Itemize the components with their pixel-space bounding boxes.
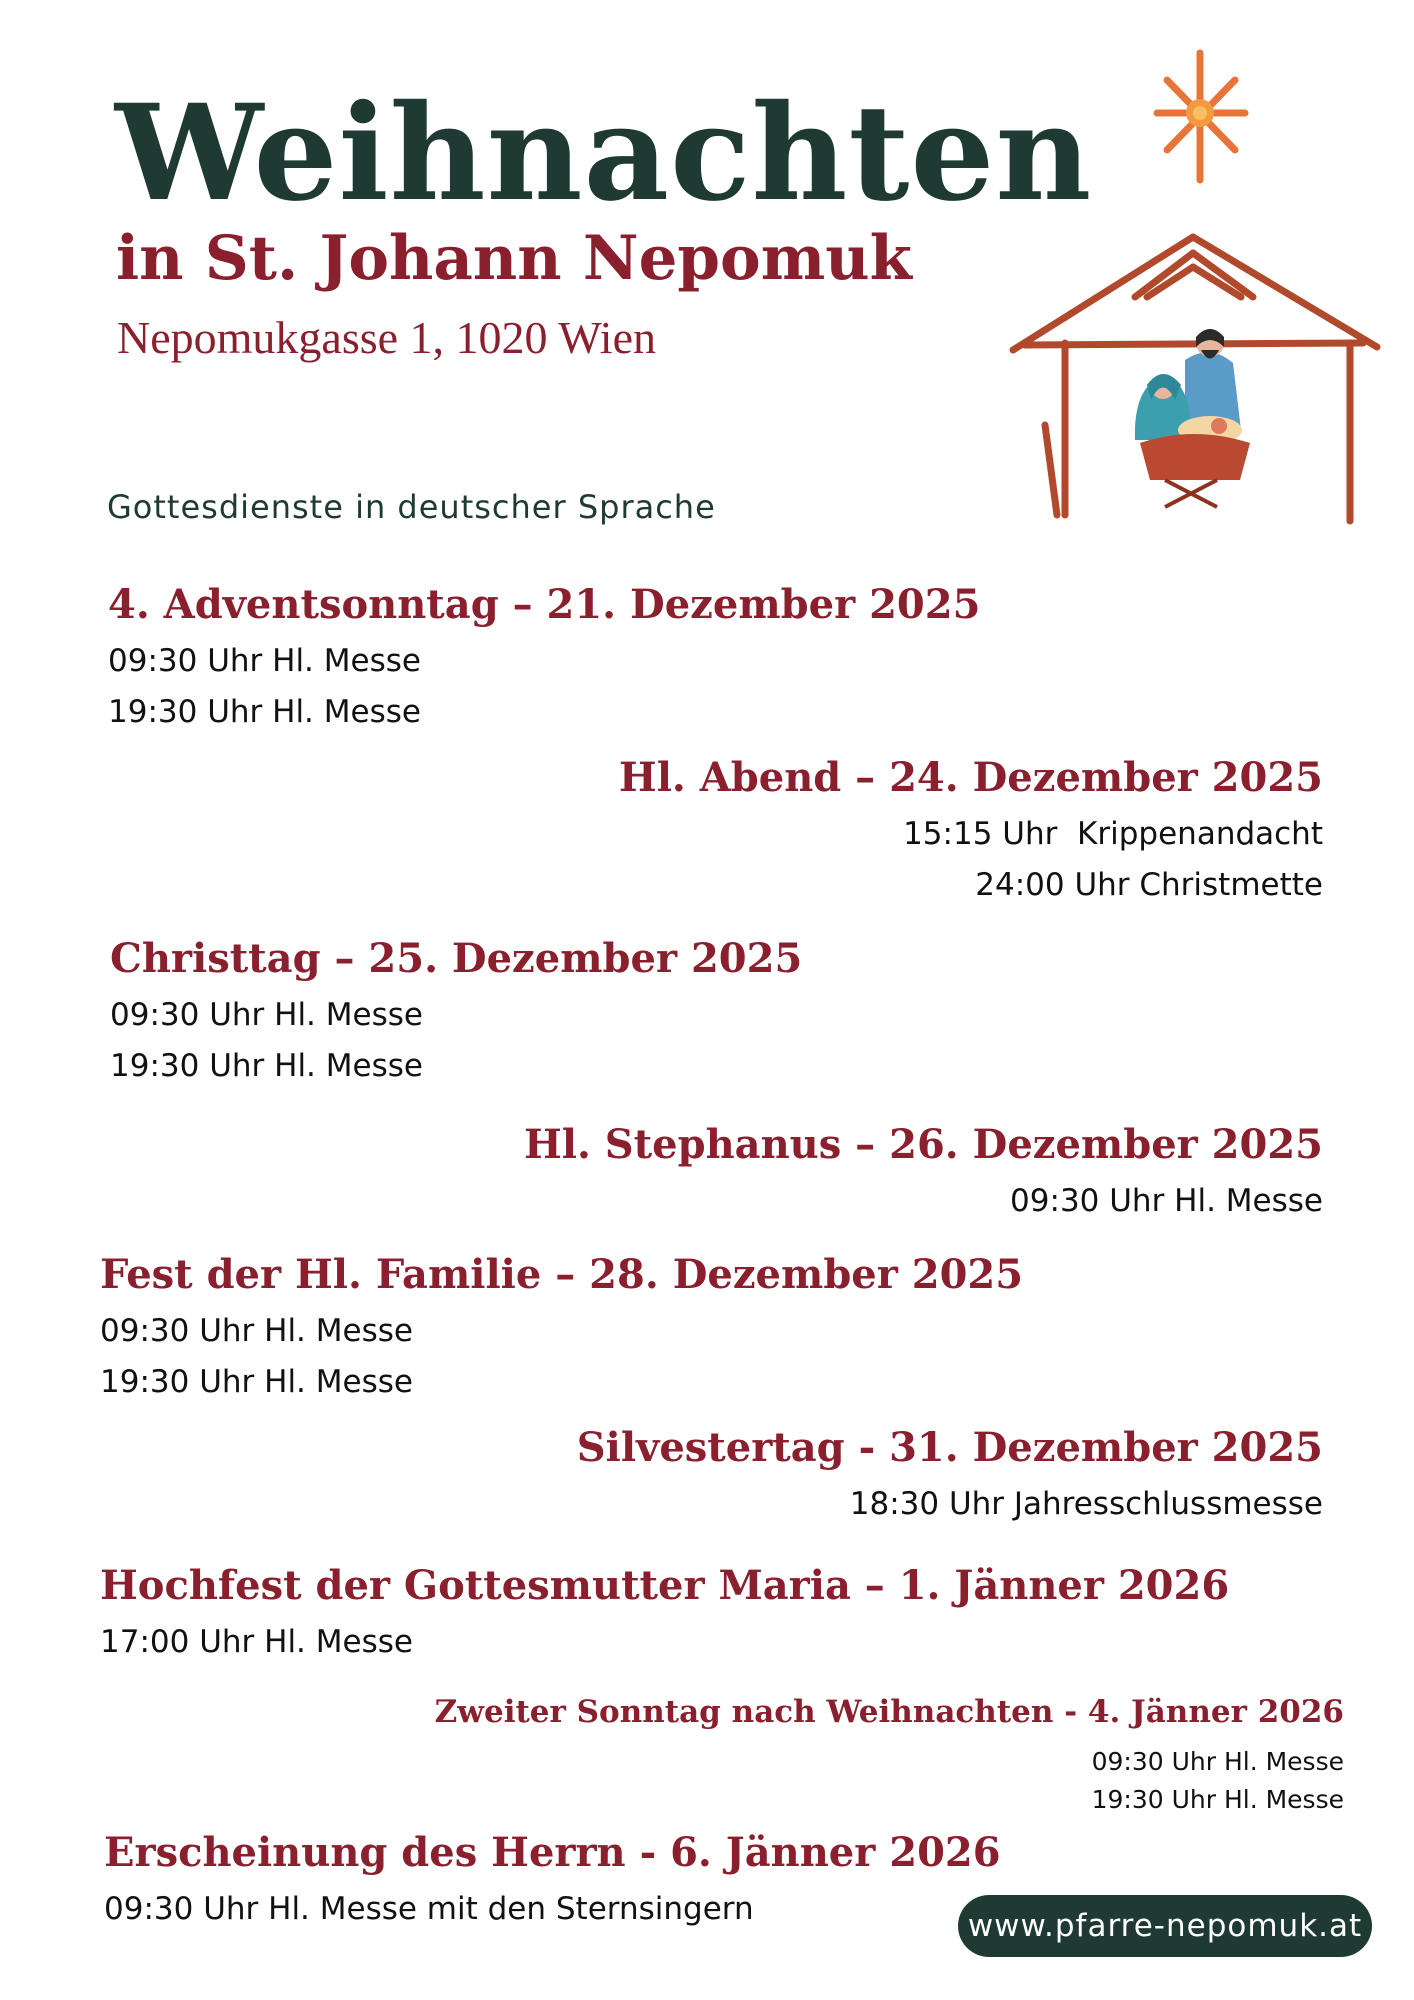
service-time: 09:30 Uhr Hl. Messe <box>100 1313 413 1349</box>
service-mary-mother-of-god <box>100 1563 1229 1668</box>
service-time: 19:30 Uhr Hl. Messe <box>108 694 421 730</box>
service-christmas-day <box>110 936 802 1092</box>
service-time: 19:30 Uhr Hl. Messe <box>110 1048 423 1084</box>
service-heading: 4. Adventsonntag – 21. Dezember 2025 <box>108 581 981 628</box>
church-name: in St. Johann Nepomuk <box>116 223 912 294</box>
page-title: Weihnachten <box>115 76 1093 231</box>
service-epiphany <box>104 1830 1001 1935</box>
service-heading: Erscheinung des Herrn - 6. Jänner 2026 <box>104 1829 1001 1876</box>
service-new-years-eve <box>577 1425 1323 1530</box>
service-time: 19:30 Uhr Hl. Messe <box>100 1364 413 1400</box>
service-holy-family <box>100 1252 1023 1408</box>
service-second-sunday <box>435 1695 1344 1819</box>
service-time: 09:30 Uhr Hl. Messe <box>1010 1183 1323 1219</box>
service-holy-evening <box>619 755 1323 911</box>
service-heading: Hochfest der Gottesmutter Maria – 1. Jänner 2026 <box>100 1562 1230 1609</box>
service-time: 17:00 Uhr Hl. Messe <box>100 1624 413 1660</box>
website-link[interactable]: www.pfarre-nepomuk.at <box>958 1895 1372 1957</box>
service-time: 15:15 Uhr Krippenandacht <box>903 816 1323 852</box>
service-time: 18:30 Uhr Jahresschlussmesse <box>849 1486 1323 1522</box>
service-heading: Zweiter Sonntag nach Weihnachten - 4. Jänner 2026 <box>434 1694 1344 1730</box>
nativity-scene-icon <box>1005 225 1395 535</box>
service-time: 09:30 Uhr Hl. Messe <box>108 643 421 679</box>
service-time: 19:30 Uhr Hl. Messe <box>1091 1784 1344 1814</box>
service-time: 24:00 Uhr Christmette <box>975 867 1323 903</box>
section-label: Gottesdienste in deutscher Sprache <box>107 488 716 526</box>
service-time: 09:30 Uhr Hl. Messe <box>110 997 423 1033</box>
service-heading: Fest der Hl. Familie – 28. Dezember 2025 <box>100 1251 1024 1298</box>
service-heading: Silvestertag - 31. Dezember 2025 <box>576 1424 1323 1471</box>
service-heading: Christtag – 25. Dezember 2025 <box>110 935 803 982</box>
service-time: 09:30 Uhr Hl. Messe mit den Sternsingern <box>104 1891 754 1927</box>
star-icon <box>1145 45 1255 185</box>
service-advent <box>108 582 980 738</box>
service-st-stephen <box>524 1122 1323 1227</box>
service-heading: Hl. Stephanus – 26. Dezember 2025 <box>523 1121 1323 1168</box>
service-time: 09:30 Uhr Hl. Messe <box>1091 1746 1344 1776</box>
service-heading: Hl. Abend – 24. Dezember 2025 <box>618 754 1323 801</box>
church-address: Nepomukgasse 1, 1020 Wien <box>117 312 656 363</box>
